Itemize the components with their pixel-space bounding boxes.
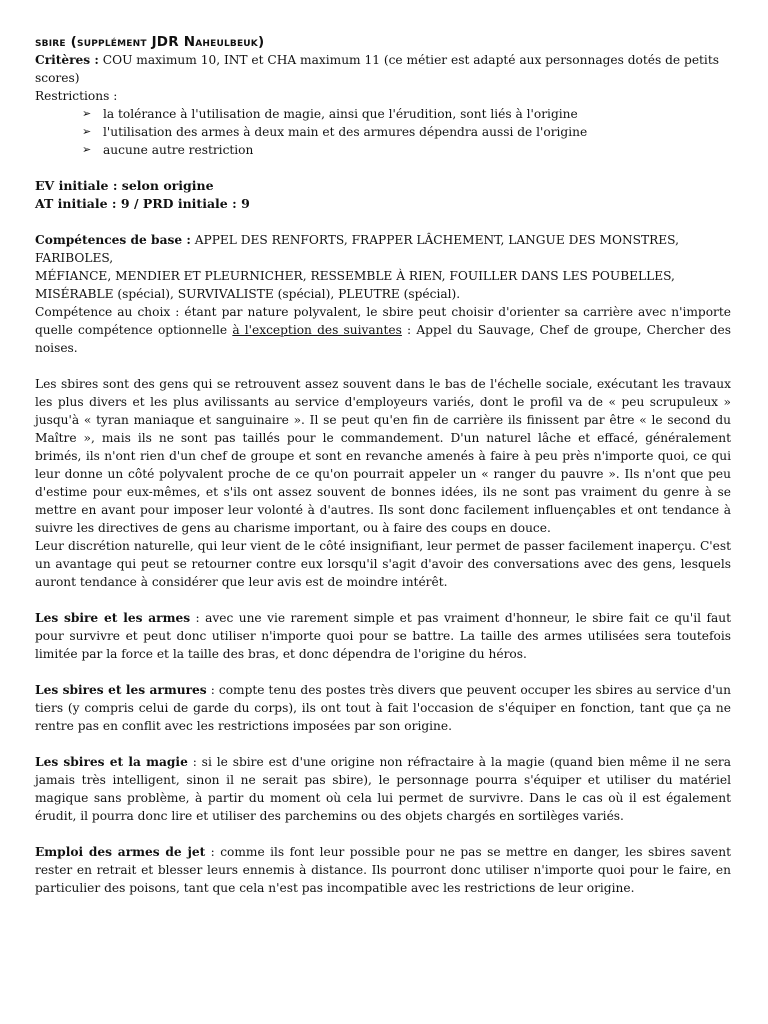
restriction-text: la tolérance à l'utilisation de magie, ainsi que l'érudition, sont liés à l'origine [103,107,578,121]
section-armes-de-jet [35,843,731,897]
section-label: Les sbires et les armures [35,683,207,697]
arrow-bullet-icon: ➢ [82,107,92,120]
arrow-bullet-icon: ➢ [82,143,92,156]
restrictions-label: Restrictions : [35,89,118,103]
intro-paragraph: Les sbires sont des gens qui se retrouvent assez souvent dans le bas de l'échelle sociale, exécutant les travaux les plus divers et les plus avilissants au service d'employeurs variés, dont le profil va de « peu scrupuleux » jusqu'à « tyran maniaque et sanguinaire ». Il se peut qu'en fin de carrière ils finissent par être « le second du Maître », mais ils ne sont pas taillés pour le commandement. D'un naturel lâche et effacé, généralement brimés, ils n'ont rien d'un chef de groupe et sont en revanche amenés à faire à peu près n'importe quoi, ce qui leur donne un côté polyvalent proche de ce qu'on pourrait appeler un « ranger du pauvre ». Ils n'ont que peu d'estime pour eux-mêmes, et s'ils ont assez souvent de bonnes idées, ils ne sont pas vraiment du genre à se mettre en avant pour imposer leur volonté à d'autres. Ils sont donc facilement influençables et ont tendance à suivre les directives de gens au charisme important, ou à faire des coups en douce. [35,377,731,535]
competence-choix [35,303,731,357]
list-item [82,141,731,159]
section-text: : comme ils font leur possible pour ne pas se mettre en danger, les sbires savent rester en retrait et blesser leurs ennemis à distance. Ils pourront donc utiliser n'importe quoi pour le faire, en particulier des poisons, tant que cela n'est pas incompatible avec les restrictions de leur origine. [35,845,731,895]
list-item [82,123,731,141]
competences-base-line3: MISÉRABLE (spécial), SURVIVALISTE (spécial), PLEUTRE (spécial). [35,287,461,301]
section-armures [35,681,731,735]
competence-choix-exception: à l'exception des suivantes [232,323,402,337]
section-label: Emploi des armes de jet [35,845,206,859]
competence-choix-text: Compétence au choix : étant par nature polyvalent, le sbire peut choisir d'orienter sa carrière avec n'importe quelle compétence optionnelle [35,305,731,337]
section-label: Les sbire et les armes [35,611,191,625]
arrow-bullet-icon: ➢ [82,125,92,138]
at-prd-initiale: AT initiale : 9 / PRD initiale : 9 [35,196,250,211]
section-armes [35,609,731,663]
competences-base-line2: MÉFIANCE, MENDIER ET PLEURNICHER, RESSEMBLE À RIEN, FOUILLER DANS LES POUBELLES, [35,269,675,283]
section-text: : avec une vie rarement simple et pas vraiment d'honneur, le sbire fait ce qu'il faut pour survivre et peut donc utiliser n'importe quoi pour se battre. La taille des armes utilisées sera toutefois limitée par la force et la taille des bras, et donc dépendra de l'origine du héros. [35,611,731,661]
criteres-text: COU maximum 10, INT et CHA maximum 11 (ce métier est adapté aux personnages dotés de petits scores) [35,53,719,85]
section-label: Les sbires et la magie [35,755,188,769]
competences-base [35,231,731,267]
document-title: sbire (supplément JDR Naheulbeuk) [35,34,265,50]
restriction-text: l'utilisation des armes à deux main et des armures dépendra aussi de l'origine [103,125,588,139]
restriction-text: aucune autre restriction [103,143,254,157]
section-magie [35,753,731,825]
ev-initiale: EV initiale : selon origine [35,178,214,193]
competence-choix-list: : Appel du Sauvage, Chef de groupe, Chercher des noises. [35,323,732,355]
section-text: : compte tenu des postes très divers que peuvent occuper les sbires au service d'un tiers (y compris celui de garde du corps), ils ont tout à fait l'occasion de s'équiper en fonction, tant que ça ne rentre pas en conflit avec les restrictions imposées par son origine. [35,683,731,733]
section-text: : si le sbire est d'une origine non réfractaire à la magie (quand bien même il ne sera jamais très intelligent, sinon il ne serait pas sbire), le personnage pourra s'équiper et utiliser du matériel magique sans problème, à partir du moment où cela lui permet de survivre. Dans le cas où il est également érudit, il pourra donc lire et utiliser des parchemins ou des objets chargés en sortilèges variés. [35,755,731,823]
competences-base-label: Compétences de base : [35,233,191,247]
list-item [82,105,731,123]
intro-paragraph-2: Leur discrétion naturelle, qui leur vient de le côté insignifiant, leur permet de passer facilement inaperçu. C'est un avantage qui peut se retourner contre eux lorsqu'il s'agit d'avoir des conversations avec des gens, lesquels auront tendance à considérer que leur avis est de moindre intérêt. [35,539,731,589]
criteres-label: Critères : [35,53,99,67]
criteres-line [35,51,731,87]
restrictions-list [35,105,731,159]
competences-base-line1: APPEL DES RENFORTS, FRAPPER LÂCHEMENT, LANGUE DES MONSTRES, FARIBOLES, [35,233,679,265]
